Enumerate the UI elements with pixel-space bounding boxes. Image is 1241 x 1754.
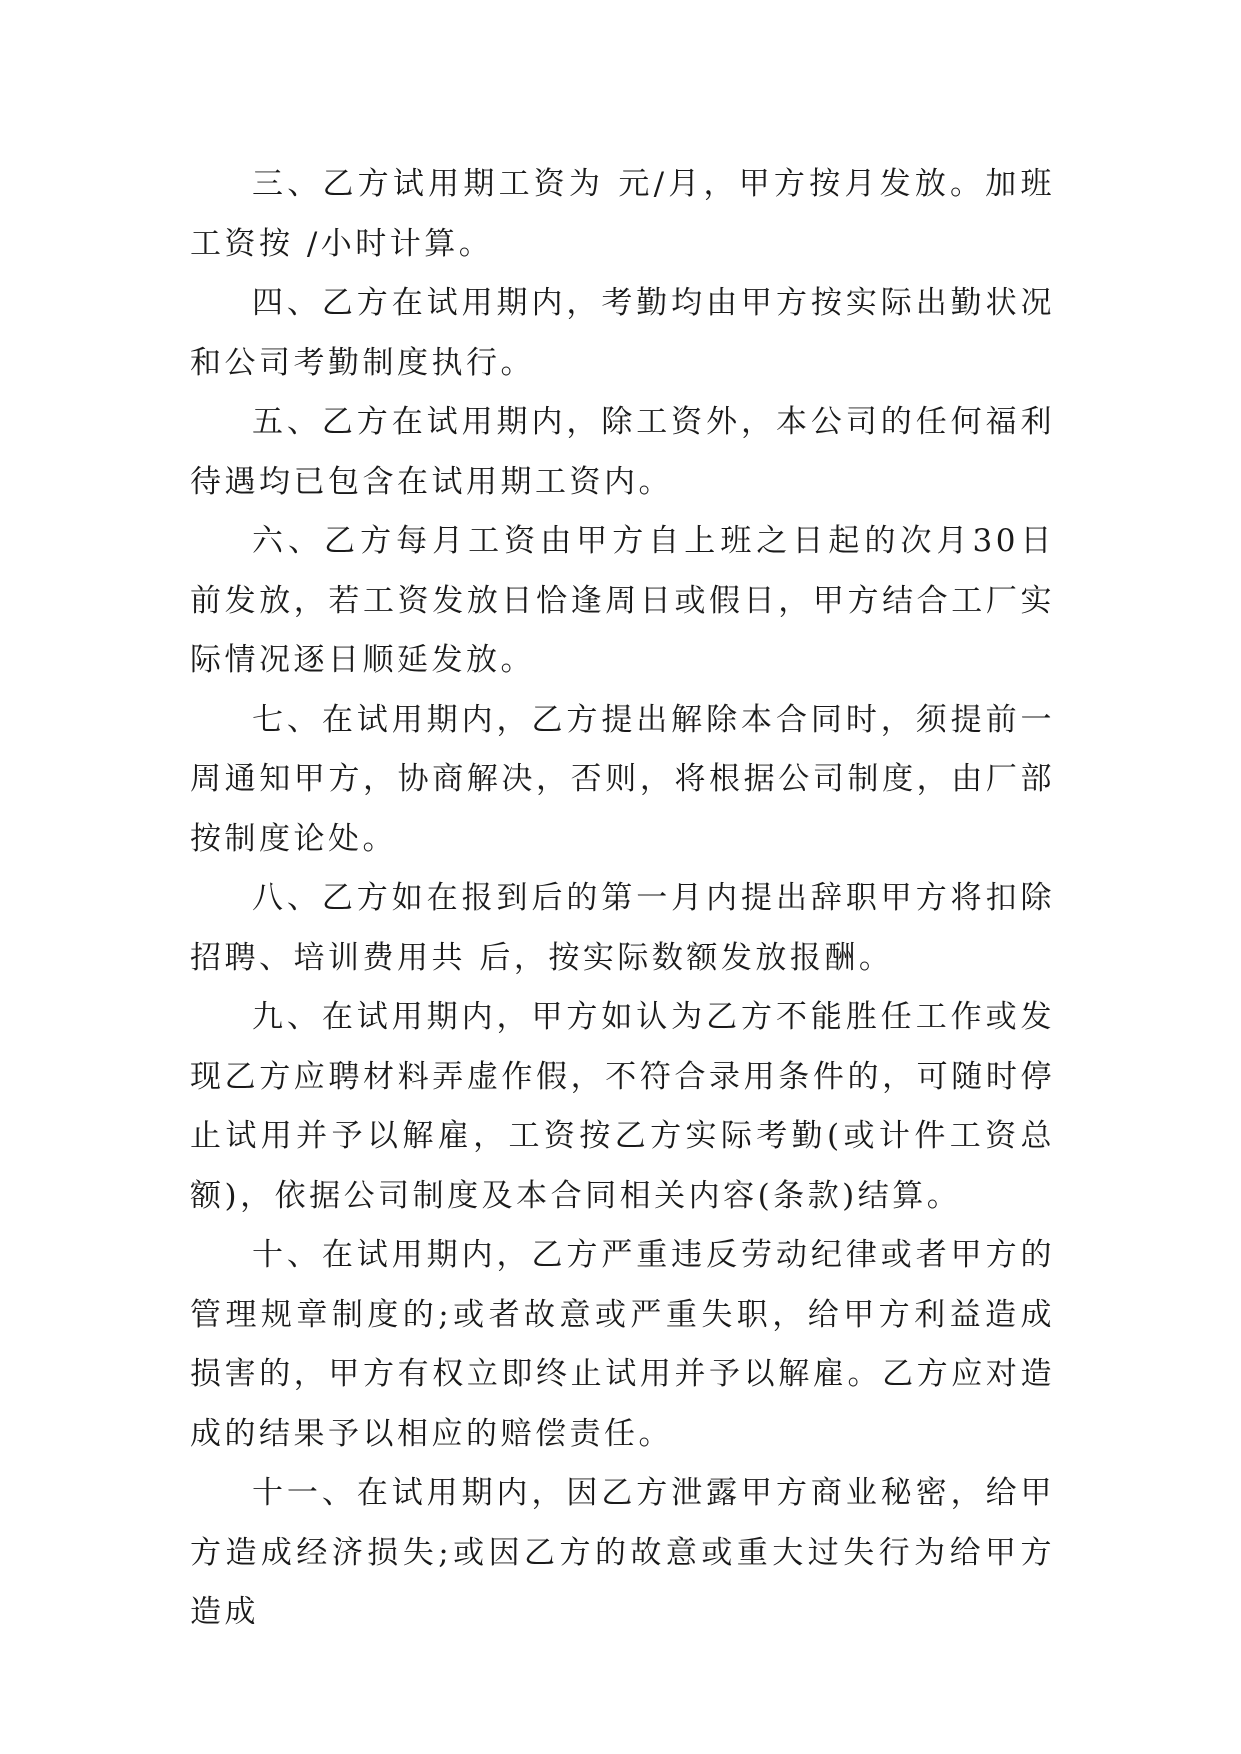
clause-10-paragraph: 十、在试用期内，乙方严重违反劳动纪律或者甲方的管理规章制度的;或者故意或严重失职，给甲方利益造成损害的，甲方有权立即终止试用并予以解雇。乙方应对造成的结果予以相应的赔偿责任。 bbox=[190, 1237, 1055, 1452]
clause-4-paragraph: 四、乙方在试用期内，考勤均由甲方按实际出勤状况和公司考勤制度执行。 bbox=[190, 285, 1055, 381]
clause-7-paragraph: 七、在试用期内，乙方提出解除本合同时，须提前一周通知甲方，协商解决，否则，将根据公司制度，由厂部按制度论处。 bbox=[190, 701, 1055, 857]
clause-9-paragraph: 九、在试用期内，甲方如认为乙方不能胜任工作或发现乙方应聘材料弄虚作假，不符合录用条件的，可随时停止试用并予以解雇，工资按乙方实际考勤(或计件工资总额)，依据公司制度及本合同相关内容(条款)结算。 bbox=[190, 999, 1055, 1214]
clause-11-paragraph: 十一、在试用期内，因乙方泄露甲方商业秘密，给甲方造成经济损失;或因乙方的故意或重大过失行为给甲方造成 bbox=[190, 1475, 1055, 1630]
clause-8-paragraph: 八、乙方如在报到后的第一月内提出辞职甲方将扣除招聘、培训费用共 后，按实际数额发放报酬。 bbox=[190, 880, 1055, 976]
document-body bbox=[190, 155, 1055, 1643]
clause-3-paragraph: 三、乙方试用期工资为 元/月，甲方按月发放。加班工资按 /小时计算。 bbox=[190, 166, 1055, 262]
clause-5-paragraph: 五、乙方在试用期内，除工资外，本公司的任何福利待遇均已包含在试用期工资内。 bbox=[190, 404, 1055, 500]
clause-6-paragraph: 六、乙方每月工资由甲方自上班之日起的次月30日前发放，若工资发放日恰逢周日或假日，甲方结合工厂实际情况逐日顺延发放。 bbox=[190, 523, 1055, 678]
